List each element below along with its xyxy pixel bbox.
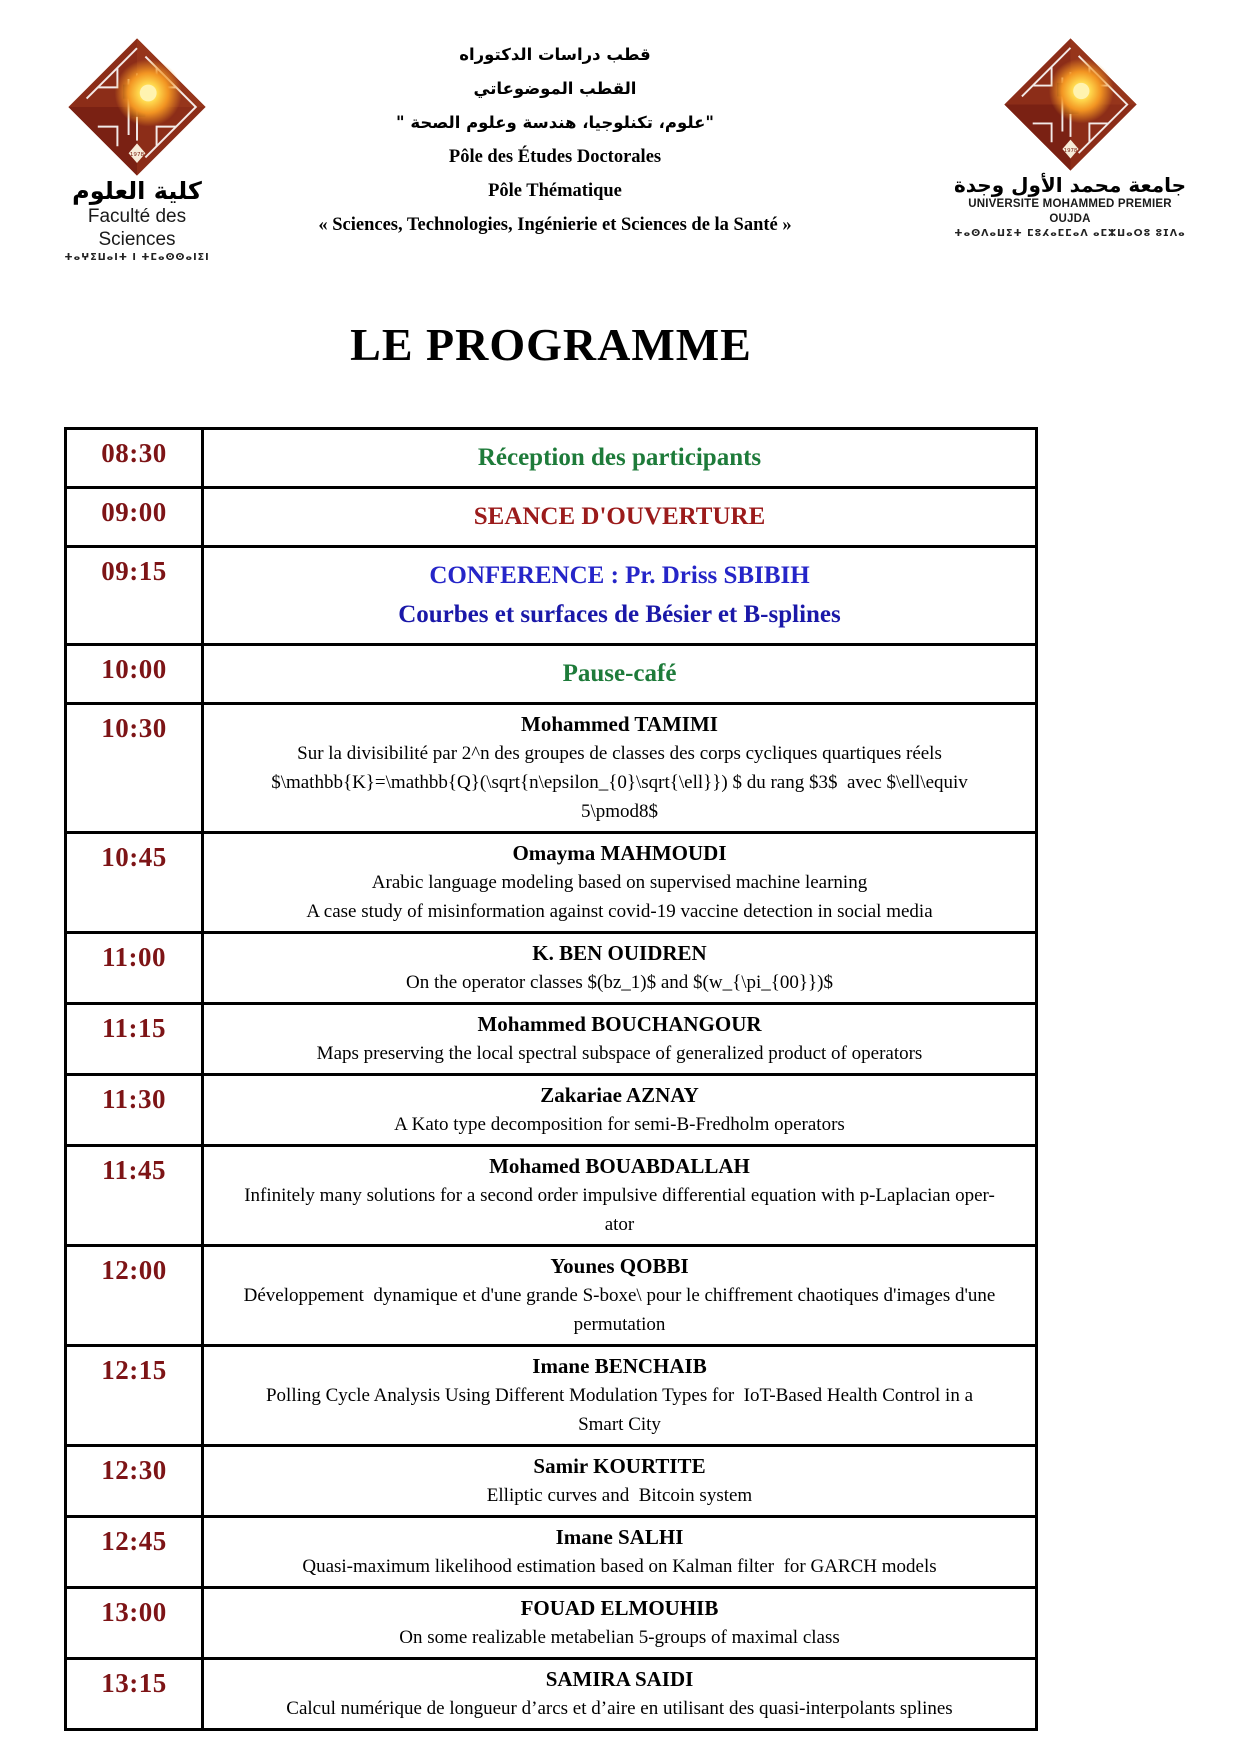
header-center (295, 44, 815, 248)
speaker-name: Zakariae AZNAY (540, 1083, 699, 1107)
schedule-row (66, 429, 1037, 488)
session-cell (203, 1588, 1037, 1659)
session-title: Réception des participants (477, 444, 762, 471)
faculty-latin-name: Faculté des Sciences (87, 206, 187, 250)
talk-description-line: On some realizable metabelian 5-groups of maximal class (399, 1627, 840, 1648)
schedule-row (66, 1246, 1037, 1346)
talk-description-line: On the operator classes $(bz_1)$ and $(w_{\pi_{00}})$ (406, 972, 833, 993)
time-cell: 11:00 (66, 933, 203, 1004)
time-cell: 12:30 (66, 1446, 203, 1517)
talk-description-line: Sur la divisibilité par 2^n des groupes de classes des corps cycliques quartiques réels (297, 743, 942, 764)
schedule-row (66, 1517, 1037, 1588)
session-cell (203, 645, 1037, 704)
schedule-row (66, 1004, 1037, 1075)
schedule-row (66, 645, 1037, 704)
time-cell: 11:45 (66, 1146, 203, 1246)
time-cell: 10:30 (66, 704, 203, 833)
time-cell: 12:45 (66, 1517, 203, 1588)
university-latin-name: UNIVERSITE MOHAMMED PREMIER OUJDA (968, 198, 1172, 225)
session-cell (203, 1004, 1037, 1075)
time-cell: 09:15 (66, 547, 203, 645)
time-cell: 10:00 (66, 645, 203, 704)
session-cell (203, 488, 1037, 547)
talk-description-line: Smart City (578, 1414, 661, 1435)
schedule-row (66, 1075, 1037, 1146)
speaker-name: Mohammed TAMIMI (521, 712, 718, 736)
session-title: SEANCE D'OUVERTURE (473, 503, 766, 530)
schedule-row (66, 1659, 1037, 1730)
faculty-arabic-name: كلية العلوم (72, 177, 202, 205)
svg-text:1978: 1978 (129, 152, 145, 158)
talk-description-line: Elliptic curves and Bitcoin system (486, 1485, 753, 1506)
header-line-pole-thematique: Pôle Thématique (488, 181, 622, 201)
talk-description-line: 5\pmod8$ (580, 801, 659, 822)
talk-description-line: A case study of misinformation against covid-19 vaccine detection in social media (306, 901, 933, 922)
program-table (64, 427, 1038, 1731)
schedule-row (66, 1146, 1037, 1246)
session-cell (203, 1659, 1037, 1730)
schedule-row (66, 488, 1037, 547)
speaker-name: K. BEN OUIDREN (532, 941, 707, 965)
header-arabic-line1: قطب دراسات الدكتوراه (459, 45, 651, 64)
session-title: CONFERENCE : Pr. Driss SBIBIH (429, 562, 810, 589)
session-cell (203, 933, 1037, 1004)
session-cell (203, 704, 1037, 833)
university-logo-block (950, 36, 1190, 240)
header (0, 0, 1241, 265)
session-title: Pause-café (562, 660, 677, 687)
svg-text:1978: 1978 (1063, 147, 1077, 154)
time-cell: 10:45 (66, 833, 203, 933)
session-cell (203, 1146, 1037, 1246)
speaker-name: FOUAD ELMOUHIB (520, 1596, 719, 1620)
talk-description-line: Quasi-maximum likelihood estimation based on Kalman filter for GARCH models (302, 1556, 937, 1577)
schedule-row (66, 704, 1037, 833)
schedule-row (66, 1588, 1037, 1659)
speaker-name: Samir KOURTITE (533, 1454, 706, 1478)
talk-description-line: permutation (573, 1314, 666, 1335)
header-arabic-line3: "علوم، تكنلوجيا، هندسة وعلوم الصحة " (396, 113, 714, 132)
speaker-name: Imane BENCHAIB (532, 1354, 707, 1378)
session-cell (203, 1517, 1037, 1588)
session-cell (203, 833, 1037, 933)
time-cell: 08:30 (66, 429, 203, 488)
session-cell (203, 1246, 1037, 1346)
session-cell (203, 1075, 1037, 1146)
talk-description-line: Polling Cycle Analysis Using Different Modulation Types for IoT-Based Health Control in a (265, 1385, 974, 1406)
university-arabic-name: جامعة محمد الأول وجدة (953, 173, 1187, 197)
talk-description-line: ator (604, 1214, 635, 1235)
time-cell: 09:00 (66, 488, 203, 547)
schedule-row (66, 833, 1037, 933)
time-cell: 12:00 (66, 1246, 203, 1346)
session-cell (203, 1446, 1037, 1517)
time-cell: 13:15 (66, 1659, 203, 1730)
speaker-name: Younes QOBBI (550, 1254, 689, 1278)
session-cell (203, 547, 1037, 645)
talk-description-line: $\mathbb{K}=\mathbb{Q}(\sqrt{n\epsilon_{0}\sqrt{\ell}}) $ du rang $3$ avec $\ell\equiv (271, 772, 968, 793)
talk-description-line: Calcul numérique de longueur d’arcs et d’aire en utilisant des quasi-interpolants splines (286, 1698, 953, 1719)
session-title: Courbes et surfaces de Bésier et B-splines (398, 601, 841, 628)
talk-description-line: A Kato type decomposition for semi-B-Fredholm operators (394, 1114, 845, 1135)
schedule-row (66, 1446, 1037, 1517)
speaker-name: Imane SALHI (555, 1525, 684, 1549)
header-line-pole-etudes: Pôle des Études Doctorales (448, 147, 662, 167)
header-arabic-line2: القطب الموضوعاتي (473, 79, 637, 98)
header-line-sciences: « Sciences, Technologies, Ingénierie et Sciences de la Santé » (318, 215, 792, 235)
speaker-name: Omayma MAHMOUDI (512, 841, 727, 865)
schedule-row (66, 1346, 1037, 1446)
time-cell: 12:15 (66, 1346, 203, 1446)
session-cell (203, 429, 1037, 488)
time-cell: 13:00 (66, 1588, 203, 1659)
session-cell (203, 1346, 1037, 1446)
faculty-tifinagh-name: ⵜⴰⵖⵉⵡⴰⵏⵜ ⵏ ⵜⵎⴰⵙⵙⴰⵏⵉⵏ (64, 252, 210, 263)
time-cell: 11:15 (66, 1004, 203, 1075)
talk-description-line: Maps preserving the local spectral subspace of generalized product of operators (316, 1043, 923, 1064)
speaker-name: Mohamed BOUABDALLAH (489, 1154, 750, 1178)
time-cell: 11:30 (66, 1075, 203, 1146)
page-title: LE PROGRAMME (350, 319, 752, 370)
speaker-name: SAMIRA SAIDI (545, 1667, 694, 1691)
faculty-logo-block (52, 36, 222, 264)
university-tifinagh-name: ⵜⴰⵙⴷⴰⵡⵉⵜ ⵎⵓⵃⴰⵎⵎⴰⴷ ⴰⵎⵣⵡⴰⵔⵓ ⵓⵊⴷⴰ (954, 228, 1186, 239)
talk-description-line: Développement dynamique et d'une grande S-boxe\ pour le chiffrement chaotiques d'images d'une (243, 1285, 996, 1306)
university-emblem-icon (67, 36, 207, 178)
talk-description-line: Arabic language modeling based on supervised machine learning (371, 872, 868, 893)
speaker-name: Mohammed BOUCHANGOUR (477, 1012, 762, 1036)
schedule-row (66, 547, 1037, 645)
talk-description-line: Infinitely many solutions for a second order impulsive differential equation with p-Laplacian oper- (244, 1185, 995, 1206)
university-emblem-icon (1003, 36, 1138, 173)
schedule-row (66, 933, 1037, 1004)
